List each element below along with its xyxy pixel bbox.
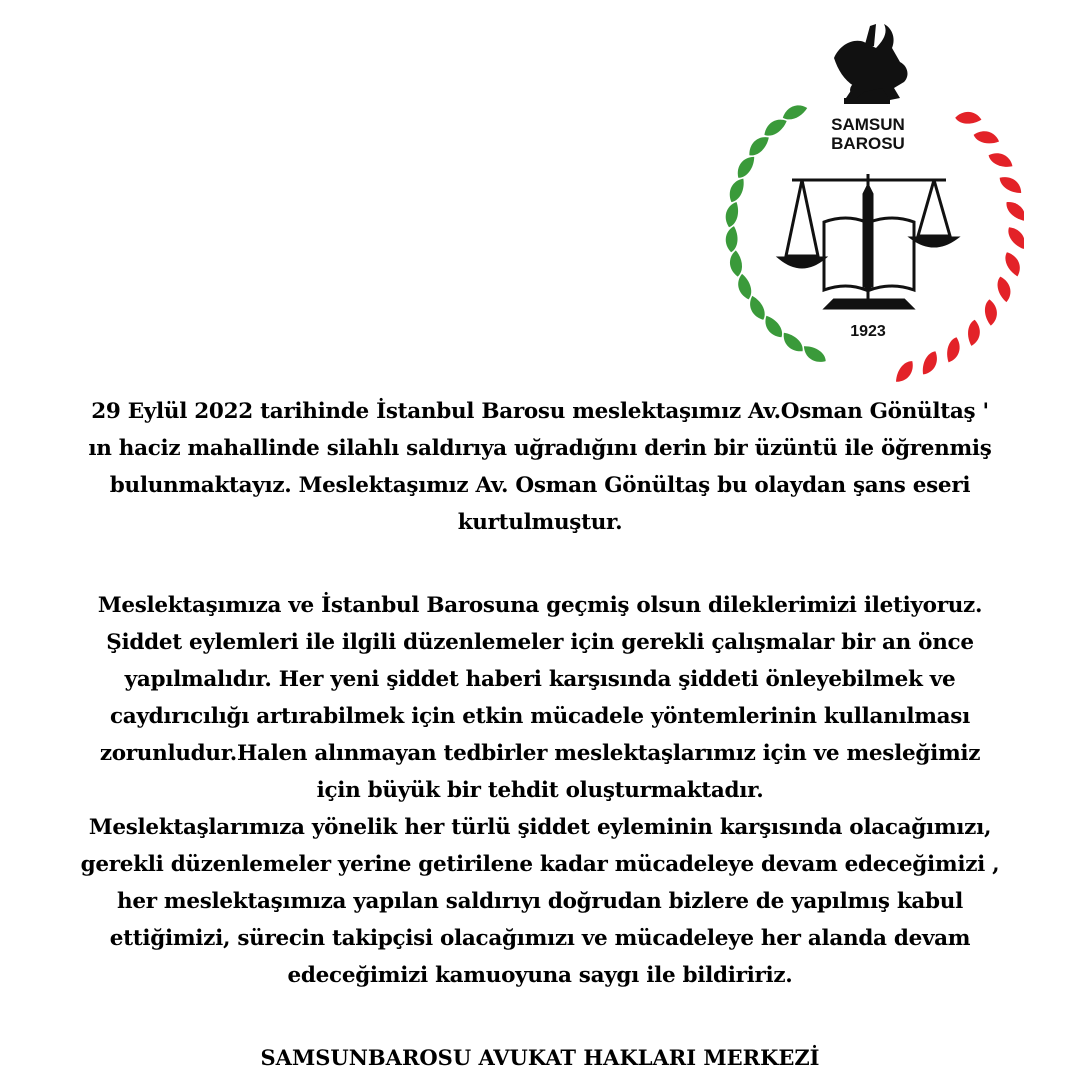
statement-line: ın haciz mahallinde silahlı saldırıya uğradığını derin bir üzüntü ile öğrenmiş [88,436,992,461]
laurel-leaf-icon [997,276,1012,303]
statue-icon [834,24,907,104]
statement-line: zorunludur.Halen alınmayan tedbirler meslektaşlarımız için ve mesleğimiz [99,741,981,766]
laurel-leaf-icon [732,153,759,180]
statement-line: caydırıcılığı artırabilmek için etkin mücadele yöntemlerinin kullanılması [110,704,970,729]
logo-text-barosu: BAROSU [831,134,905,153]
laurel-leaf-icon [987,148,1016,173]
laurel-left-icon [721,103,828,367]
laurel-leaf-icon [917,349,943,377]
laurel-leaf-icon [721,200,743,229]
laurel-leaf-icon [729,250,744,277]
laurel-leaf-icon [1006,223,1024,252]
laurel-leaf-icon [983,299,998,326]
laurel-leaf-icon [891,359,918,386]
statement-line: Meslektaşımıza ve İstanbul Barosuna geçmiş olsun dileklerimizi iletiyoruz. [97,593,983,618]
laurel-leaf-icon [762,312,785,341]
statement-line: Meslektaşlarımıza yönelik her türlü şiddet eyleminin karşısında olacağımızı, [88,815,992,840]
statement-line: ettiğimizi, sürecin takipçisi olacağımızı ve mücadeleye her alanda devam [109,926,971,951]
logo-year: 1923 [850,323,886,340]
laurel-leaf-icon [737,273,752,300]
statement-line: bulunmaktayız. Meslektaşımız Av. Osman Gönültaş bu olaydan şans eseri [109,473,971,498]
statement-line: 29 Eylül 2022 tarihinde İstanbul Barosu meslektaşımız Av.Osman Gönültaş ' [91,399,989,424]
statement-line: gerekli düzenlemeler yerine getirilene kadar mücadeleye devam edeceğimizi , [80,852,1000,877]
statement-line: her meslektaşımıza yapılan saldırıyı doğrudan bizlere de yapılmış kabul [116,889,963,914]
logo-text-samsun: SAMSUN [831,115,905,134]
laurel-leaf-icon [761,116,790,138]
statement-paragraph-1 [30,393,1050,541]
laurel-leaf-icon [744,133,773,158]
signature: SAMSUNBAROSU AVUKAT HAKLARI MERKEZİ [260,1045,820,1070]
laurel-leaf-icon [1004,250,1023,278]
statement-paragraph-2 [30,587,1050,994]
laurel-leaf-icon [942,336,965,365]
statement-line: Şiddet eylemleri ile ilgili düzenlemeler için gerekli çalışmalar bir an önce [106,630,974,655]
laurel-leaf-icon [1004,197,1024,225]
laurel-leaf-icon [748,294,767,322]
statement-line: yapılmalıdır. Her yeni şiddet haberi karşısında şiddeti önleyebilmek ve [124,667,956,692]
samsun-barosu-logo [714,18,1024,408]
laurel-right-icon [891,109,1024,385]
laurel-leaf-icon [997,171,1024,198]
laurel-leaf-icon [801,341,828,368]
laurel-leaf-icon [972,127,1001,149]
statement-line: için büyük bir tehdit oluşturmaktadır. [316,778,764,803]
laurel-leaf-icon [964,319,983,347]
laurel-leaf-icon [724,176,749,204]
statement-line: kurtulmuştur. [457,510,623,535]
laurel-leaf-icon [780,328,806,356]
laurel-leaf-icon [781,103,809,121]
scales-of-justice-icon [780,174,956,308]
laurel-leaf-icon [954,109,982,127]
laurel-leaf-icon [722,225,741,253]
statement-line: edeceğimizi kamuoyuna saygı ile bildiririz. [287,963,793,988]
